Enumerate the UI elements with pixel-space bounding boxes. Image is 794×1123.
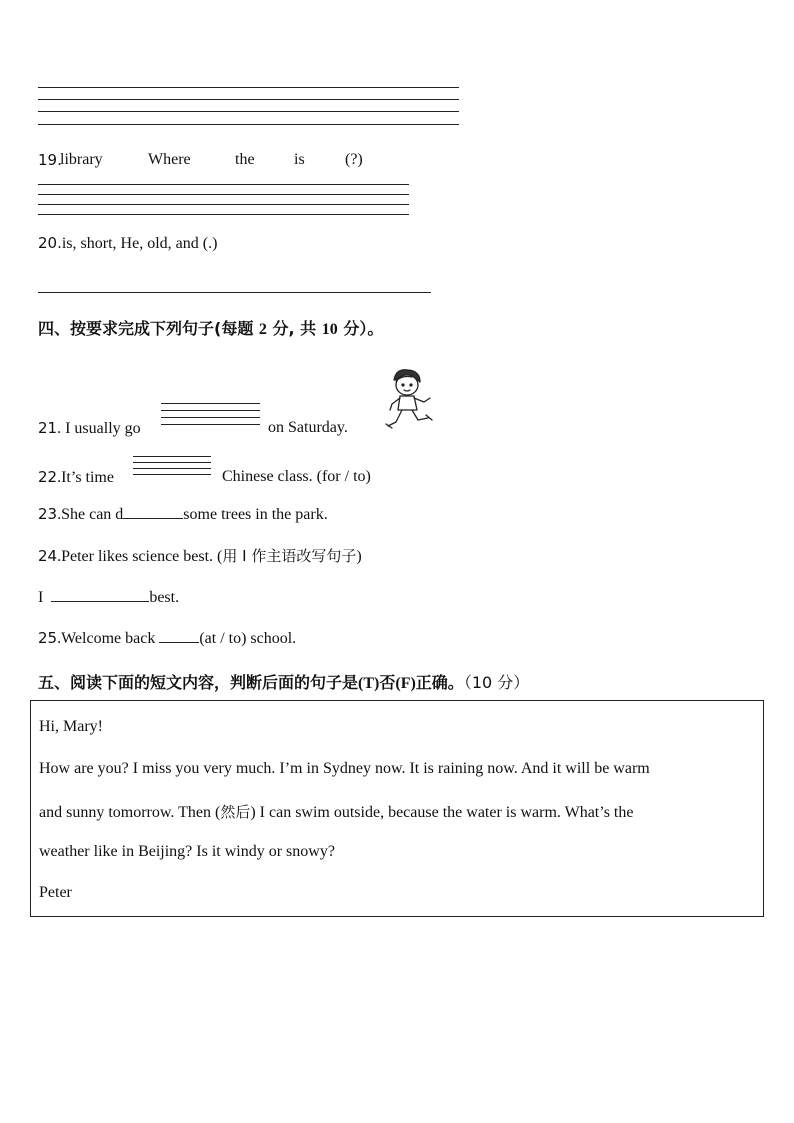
question-number: 25 bbox=[38, 629, 58, 647]
reading-passage-box bbox=[30, 700, 764, 917]
question-22 bbox=[38, 468, 114, 487]
question-text: some trees in the park. bbox=[183, 506, 328, 523]
points-per-question: 2 bbox=[258, 321, 267, 338]
heading-text: 四、按要求完成下列句子(每题 bbox=[38, 319, 254, 338]
letter-line: weather like in Beijing? Is it windy or snowy? bbox=[39, 843, 335, 860]
scrambled-word: Where bbox=[148, 151, 191, 168]
heading-text: 五、阅读下面的短文内容，判断后面的句子是 bbox=[38, 673, 359, 692]
answer-line bbox=[38, 214, 409, 215]
letter-line bbox=[39, 801, 633, 822]
question-21 bbox=[38, 419, 141, 438]
letter-gloss: 然后 bbox=[220, 803, 251, 821]
letter-text: and sunny tomorrow. Then ( bbox=[39, 804, 221, 821]
question-text: (at / to) school. bbox=[199, 630, 297, 647]
scrambled-word: (?) bbox=[345, 151, 363, 168]
question-number: 22 bbox=[38, 468, 58, 486]
question-text: is, short, He, old, and (.) bbox=[61, 235, 218, 252]
scrambled-word: is bbox=[294, 151, 305, 168]
answer-subject: I bbox=[38, 589, 44, 606]
letter-text: ) I can swim outside, because the water is warm. What’s the bbox=[250, 804, 634, 821]
question-text: Chinese class. (for / to) bbox=[222, 468, 371, 485]
question-number: 20. bbox=[38, 234, 62, 252]
false-marker: (F) bbox=[395, 675, 416, 692]
heading-text: 分）。 bbox=[343, 319, 384, 338]
four-line-blank[interactable] bbox=[133, 456, 211, 481]
question-24 bbox=[38, 545, 362, 566]
fill-blank[interactable] bbox=[51, 587, 149, 602]
scrambled-word: library bbox=[60, 151, 103, 168]
letter-line: How are you? I miss you very much. I’m in Sydney now. It is raining now. And it will be warm bbox=[39, 760, 650, 777]
question-23 bbox=[38, 504, 328, 524]
scrambled-word: the bbox=[235, 151, 255, 168]
question-text: . I usually go bbox=[57, 420, 141, 437]
question-20 bbox=[38, 234, 217, 253]
answer-line bbox=[38, 87, 459, 88]
question-text: best. bbox=[149, 589, 180, 606]
heading-text: 分, bbox=[272, 319, 295, 338]
running-boy-icon bbox=[384, 366, 438, 434]
letter-signature: Peter bbox=[39, 884, 72, 901]
heading-text: 否 bbox=[379, 673, 396, 692]
answer-line bbox=[38, 292, 431, 293]
answer-line bbox=[38, 194, 409, 195]
instruction-note: 用 I 作主语改写句子 bbox=[222, 547, 357, 565]
letter-greeting: Hi, Mary! bbox=[39, 718, 103, 735]
answer-line bbox=[38, 99, 459, 100]
question-text: .She can d bbox=[57, 506, 124, 523]
question-text: .It’s time bbox=[57, 469, 114, 486]
true-marker: (T) bbox=[358, 675, 380, 692]
question-text: .Welcome back bbox=[57, 630, 156, 647]
fill-blank[interactable] bbox=[159, 628, 199, 643]
question-text: ) bbox=[356, 548, 362, 565]
question-number: 24 bbox=[38, 547, 58, 565]
question-number: 21 bbox=[38, 419, 58, 437]
question-24-answer bbox=[38, 587, 179, 607]
total-points: 10 bbox=[321, 321, 338, 338]
fill-blank[interactable] bbox=[123, 504, 183, 519]
section-5-heading bbox=[38, 670, 529, 693]
question-number: 23 bbox=[38, 505, 58, 523]
four-line-blank[interactable] bbox=[161, 403, 260, 431]
question-text: on Saturday. bbox=[268, 419, 348, 436]
heading-text: 共 bbox=[300, 319, 317, 338]
section-4-heading bbox=[38, 316, 383, 339]
question-text: .Peter likes science best. ( bbox=[57, 548, 223, 565]
section-points: （10 分） bbox=[463, 673, 530, 692]
answer-line bbox=[38, 124, 459, 125]
question-number: 19. bbox=[38, 151, 62, 169]
answer-line bbox=[38, 111, 459, 112]
answer-line bbox=[38, 184, 409, 185]
question-25 bbox=[38, 628, 296, 648]
answer-line bbox=[38, 204, 409, 205]
heading-text: 正确。 bbox=[415, 673, 464, 692]
